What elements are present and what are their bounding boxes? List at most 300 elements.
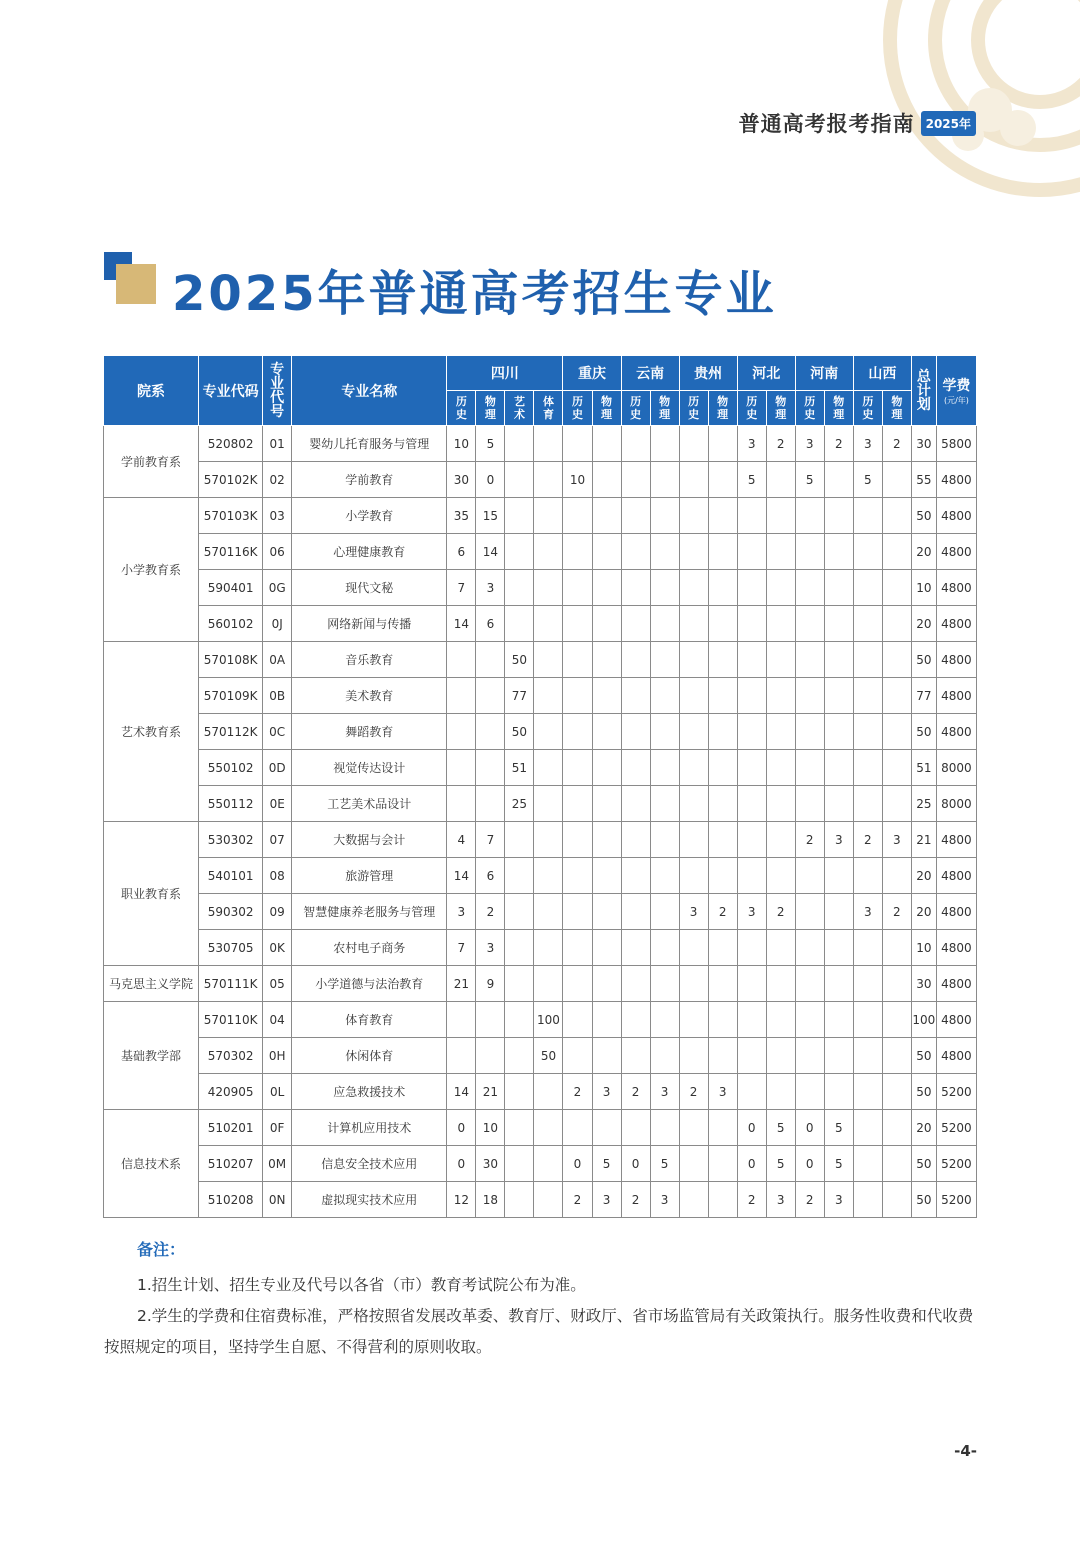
quota-cell (824, 570, 853, 606)
major-name-cell: 农村电子商务 (292, 930, 447, 966)
quota-cell: 51 (505, 750, 534, 786)
major-num-cell: 0C (263, 714, 292, 750)
quota-cell: 5 (824, 1146, 853, 1182)
quota-cell (853, 750, 882, 786)
major-name-cell: 现代文秘 (292, 570, 447, 606)
department-cell: 小学教育系 (104, 498, 199, 642)
major-code-cell: 590401 (199, 570, 263, 606)
quota-cell (795, 1002, 824, 1038)
quota-cell: 2 (621, 1182, 650, 1218)
quota-cell (766, 750, 795, 786)
quota-cell (563, 606, 592, 642)
quota-cell (534, 966, 563, 1002)
quota-cell (621, 894, 650, 930)
quota-cell (592, 462, 621, 498)
fee-cell: 5200 (936, 1074, 976, 1110)
quota-cell (708, 858, 737, 894)
quota-cell (650, 750, 679, 786)
quota-cell (824, 966, 853, 1002)
quota-cell: 0 (795, 1110, 824, 1146)
quota-cell: 4 (447, 822, 476, 858)
total-cell: 50 (911, 1182, 936, 1218)
quota-cell (708, 498, 737, 534)
quota-cell (824, 678, 853, 714)
page-title: 2025年普通高考招生专业 (172, 266, 777, 322)
quota-cell (447, 1002, 476, 1038)
quota-cell (563, 966, 592, 1002)
major-code-cell: 530705 (199, 930, 263, 966)
total-cell: 20 (911, 894, 936, 930)
quota-cell (708, 534, 737, 570)
major-name-cell: 音乐教育 (292, 642, 447, 678)
subject-header: 物 理 (824, 391, 853, 426)
quota-cell (766, 606, 795, 642)
quota-cell: 0 (447, 1146, 476, 1182)
quota-cell: 2 (737, 1182, 766, 1218)
quota-cell (708, 678, 737, 714)
subject-header: 历 史 (563, 391, 592, 426)
quota-cell: 14 (447, 606, 476, 642)
quota-cell: 10 (563, 462, 592, 498)
quota-cell (882, 1002, 911, 1038)
quota-cell (563, 786, 592, 822)
quota-cell: 3 (592, 1074, 621, 1110)
quota-cell (505, 894, 534, 930)
quota-cell (882, 1146, 911, 1182)
total-cell: 77 (911, 678, 936, 714)
quota-cell (476, 786, 505, 822)
quota-cell (563, 858, 592, 894)
quota-cell (650, 426, 679, 462)
table-row (104, 786, 977, 822)
quota-cell: 2 (563, 1074, 592, 1110)
quota-cell (708, 570, 737, 606)
total-cell: 50 (911, 1074, 936, 1110)
quota-cell (795, 930, 824, 966)
quota-cell (476, 678, 505, 714)
quota-cell (505, 1146, 534, 1182)
quota-cell: 50 (534, 1038, 563, 1074)
quota-cell (853, 1074, 882, 1110)
quota-cell (795, 714, 824, 750)
quota-cell (650, 858, 679, 894)
table-row (104, 606, 977, 642)
quota-cell (650, 498, 679, 534)
quota-cell (650, 570, 679, 606)
major-name-cell: 计算机应用技术 (292, 1110, 447, 1146)
quota-cell (534, 930, 563, 966)
quota-cell (534, 714, 563, 750)
quota-cell (766, 498, 795, 534)
quota-cell: 2 (621, 1074, 650, 1110)
quota-cell (534, 534, 563, 570)
table-row (104, 570, 977, 606)
quota-cell (534, 1146, 563, 1182)
quota-cell (795, 606, 824, 642)
quota-cell (882, 1182, 911, 1218)
quota-cell (621, 930, 650, 966)
table-row (104, 1002, 977, 1038)
quota-cell (795, 1038, 824, 1074)
major-code-cell: 570102K (199, 462, 263, 498)
major-num-cell: 0J (263, 606, 292, 642)
quota-cell (795, 858, 824, 894)
major-name-cell: 体育教育 (292, 1002, 447, 1038)
quota-cell (534, 606, 563, 642)
fee-cell: 4800 (936, 498, 976, 534)
quota-cell (882, 1038, 911, 1074)
quota-cell (708, 642, 737, 678)
major-num-cell: 04 (263, 1002, 292, 1038)
quota-cell (592, 642, 621, 678)
total-cell: 10 (911, 930, 936, 966)
major-name-cell: 工艺美术品设计 (292, 786, 447, 822)
quota-cell (766, 642, 795, 678)
quota-cell (563, 642, 592, 678)
table-row (104, 426, 977, 462)
quota-cell (737, 966, 766, 1002)
quota-cell (650, 822, 679, 858)
quota-cell (679, 858, 708, 894)
quota-cell (766, 822, 795, 858)
major-name-cell: 大数据与会计 (292, 822, 447, 858)
major-num-cell: 07 (263, 822, 292, 858)
table-row (104, 678, 977, 714)
total-cell: 20 (911, 606, 936, 642)
fee-cell: 4800 (936, 930, 976, 966)
quota-cell (621, 678, 650, 714)
quota-cell (737, 1002, 766, 1038)
guide-header (739, 108, 976, 138)
province-header: 贵州 (679, 356, 737, 391)
quota-cell (853, 642, 882, 678)
quota-cell (563, 534, 592, 570)
quota-cell (505, 858, 534, 894)
quota-cell: 5 (737, 462, 766, 498)
quota-cell: 5 (650, 1146, 679, 1182)
major-num-cell: 0A (263, 642, 292, 678)
quota-cell (882, 1110, 911, 1146)
major-name-cell: 小学道德与法治教育 (292, 966, 447, 1002)
quota-cell (563, 426, 592, 462)
fee-cell: 8000 (936, 750, 976, 786)
major-name-cell: 休闲体育 (292, 1038, 447, 1074)
quota-cell (534, 1110, 563, 1146)
quota-cell: 50 (505, 714, 534, 750)
subject-header: 历 史 (795, 391, 824, 426)
quota-cell (824, 462, 853, 498)
quota-cell: 14 (447, 1074, 476, 1110)
quota-cell: 2 (853, 822, 882, 858)
fee-cell: 4800 (936, 894, 976, 930)
quota-cell (650, 1038, 679, 1074)
quota-cell (853, 786, 882, 822)
quota-cell (650, 894, 679, 930)
major-name-cell: 智慧健康养老服务与管理 (292, 894, 447, 930)
major-code-cell: 590302 (199, 894, 263, 930)
quota-cell (447, 750, 476, 786)
department-cell: 艺术教育系 (104, 642, 199, 822)
enrollment-plan-table (103, 355, 977, 1218)
total-cell: 55 (911, 462, 936, 498)
quota-cell: 5 (853, 462, 882, 498)
subject-header: 物 理 (592, 391, 621, 426)
quota-cell (679, 678, 708, 714)
quota-cell (679, 930, 708, 966)
quota-cell (708, 1002, 737, 1038)
quota-cell: 2 (824, 426, 853, 462)
quota-cell: 3 (650, 1182, 679, 1218)
major-code-cell: 510201 (199, 1110, 263, 1146)
department-cell: 基础教学部 (104, 1002, 199, 1110)
quota-cell (882, 678, 911, 714)
quota-cell (708, 1146, 737, 1182)
quota-cell (824, 714, 853, 750)
quota-cell (592, 714, 621, 750)
fee-cell: 4800 (936, 606, 976, 642)
quota-cell: 3 (824, 1182, 853, 1218)
quota-cell: 30 (447, 462, 476, 498)
major-code-cell: 570302 (199, 1038, 263, 1074)
quota-cell (476, 1002, 505, 1038)
quota-cell (592, 966, 621, 1002)
quota-cell (853, 930, 882, 966)
subject-header: 物 理 (708, 391, 737, 426)
quota-cell (795, 678, 824, 714)
quota-cell (505, 1182, 534, 1218)
total-cell: 50 (911, 714, 936, 750)
total-cell: 50 (911, 498, 936, 534)
quota-cell (737, 642, 766, 678)
total-cell: 51 (911, 750, 936, 786)
quota-cell: 3 (853, 894, 882, 930)
table-row (104, 1038, 977, 1074)
quota-cell (650, 462, 679, 498)
quota-cell (766, 678, 795, 714)
notes-section (104, 1238, 978, 1363)
quota-cell (882, 930, 911, 966)
quota-cell (447, 642, 476, 678)
fee-cell: 5200 (936, 1146, 976, 1182)
quota-cell: 3 (737, 894, 766, 930)
quota-cell (737, 858, 766, 894)
total-cell: 20 (911, 1110, 936, 1146)
major-code-cell: 540101 (199, 858, 263, 894)
quota-cell (650, 786, 679, 822)
quota-cell: 2 (795, 822, 824, 858)
table-row (104, 930, 977, 966)
quota-cell (505, 1002, 534, 1038)
quota-cell (679, 714, 708, 750)
quota-cell (592, 1038, 621, 1074)
quota-cell (592, 1110, 621, 1146)
major-code-cell: 560102 (199, 606, 263, 642)
table-row (104, 534, 977, 570)
quota-cell (737, 1074, 766, 1110)
quota-cell (679, 642, 708, 678)
col-header-code: 专业代码 (199, 356, 263, 426)
fee-cell: 4800 (936, 966, 976, 1002)
province-header: 河南 (795, 356, 853, 391)
total-cell: 30 (911, 966, 936, 1002)
department-cell: 信息技术系 (104, 1110, 199, 1218)
quota-cell (621, 462, 650, 498)
major-name-cell: 旅游管理 (292, 858, 447, 894)
quota-cell (621, 426, 650, 462)
quota-cell: 14 (447, 858, 476, 894)
major-name-cell: 应急救援技术 (292, 1074, 447, 1110)
table-row (104, 1182, 977, 1218)
subject-header: 物 理 (766, 391, 795, 426)
quota-cell: 0 (563, 1146, 592, 1182)
quota-cell (650, 966, 679, 1002)
quota-cell (882, 714, 911, 750)
subject-header: 物 理 (650, 391, 679, 426)
quota-cell (795, 894, 824, 930)
fee-cell: 4800 (936, 678, 976, 714)
quota-cell (882, 1074, 911, 1110)
quota-cell (476, 750, 505, 786)
quota-cell (853, 858, 882, 894)
quota-cell (563, 894, 592, 930)
quota-cell (534, 498, 563, 534)
quota-cell: 3 (766, 1182, 795, 1218)
quota-cell (795, 966, 824, 1002)
province-header: 四川 (447, 356, 563, 391)
note-item-2: 2.学生的学费和住宿费标准，严格按照省发展改革委、教育厅、财政厅、省市场监管局有关政策执行。服务性收费和代收费按照规定的项目，坚持学生自愿、不得营利的原则收取。 (104, 1307, 974, 1356)
quota-cell (882, 966, 911, 1002)
quota-cell: 5 (592, 1146, 621, 1182)
major-code-cell: 570103K (199, 498, 263, 534)
quota-cell (853, 498, 882, 534)
quota-cell (824, 930, 853, 966)
quota-cell (737, 606, 766, 642)
quota-cell (795, 570, 824, 606)
fee-cell: 5200 (936, 1110, 976, 1146)
table-header (104, 356, 977, 426)
total-cell: 21 (911, 822, 936, 858)
guide-title: 普通高考报考指南 (738, 112, 915, 136)
major-name-cell: 美术教育 (292, 678, 447, 714)
quota-cell (621, 570, 650, 606)
quota-cell (592, 498, 621, 534)
quota-cell (679, 570, 708, 606)
quota-cell (592, 894, 621, 930)
major-num-cell: 0M (263, 1146, 292, 1182)
quota-cell (592, 1002, 621, 1038)
quota-cell (505, 462, 534, 498)
major-code-cell: 570116K (199, 534, 263, 570)
quota-cell (650, 534, 679, 570)
quota-cell (795, 1074, 824, 1110)
table-row (104, 714, 977, 750)
quota-cell (563, 930, 592, 966)
col-header-dept: 院系 (104, 356, 199, 426)
fee-cell: 4800 (936, 642, 976, 678)
quota-cell: 25 (505, 786, 534, 822)
province-header: 河北 (737, 356, 795, 391)
fee-cell: 4800 (936, 1038, 976, 1074)
quota-cell: 5 (824, 1110, 853, 1146)
quota-cell: 2 (476, 894, 505, 930)
major-num-cell: 03 (263, 498, 292, 534)
col-header-name: 专业名称 (292, 356, 447, 426)
subject-header: 艺 术 (505, 391, 534, 426)
major-code-cell: 570110K (199, 1002, 263, 1038)
quota-cell (534, 1074, 563, 1110)
quota-cell (679, 966, 708, 1002)
quota-cell: 6 (476, 858, 505, 894)
quota-cell (708, 1182, 737, 1218)
major-code-cell: 570108K (199, 642, 263, 678)
quota-cell: 3 (476, 570, 505, 606)
total-cell: 100 (911, 1002, 936, 1038)
quota-cell (447, 786, 476, 822)
fee-cell: 5800 (936, 426, 976, 462)
quota-cell (621, 642, 650, 678)
quota-cell: 0 (621, 1146, 650, 1182)
quota-cell (766, 570, 795, 606)
quota-cell (824, 534, 853, 570)
table-row (104, 822, 977, 858)
quota-cell (534, 1182, 563, 1218)
quota-cell (737, 750, 766, 786)
quota-cell: 100 (534, 1002, 563, 1038)
quota-cell: 7 (447, 930, 476, 966)
quota-cell (505, 966, 534, 1002)
quota-cell (853, 966, 882, 1002)
quota-cell (853, 1038, 882, 1074)
quota-cell (708, 822, 737, 858)
quota-cell (824, 786, 853, 822)
total-cell: 30 (911, 426, 936, 462)
quota-cell (766, 534, 795, 570)
quota-cell (882, 570, 911, 606)
department-cell: 职业教育系 (104, 822, 199, 966)
quota-cell (824, 1038, 853, 1074)
quota-cell (766, 966, 795, 1002)
subject-header: 体 育 (534, 391, 563, 426)
quota-cell (563, 498, 592, 534)
title-decoration (104, 252, 156, 304)
quota-cell (621, 1110, 650, 1146)
quota-cell (766, 858, 795, 894)
quota-cell (795, 498, 824, 534)
quota-cell (534, 642, 563, 678)
province-header: 重庆 (563, 356, 621, 391)
quota-cell (563, 570, 592, 606)
fee-cell: 4800 (936, 714, 976, 750)
major-code-cell: 550112 (199, 786, 263, 822)
quota-cell: 0 (476, 462, 505, 498)
quota-cell: 2 (708, 894, 737, 930)
quota-cell (592, 606, 621, 642)
quota-cell: 50 (505, 642, 534, 678)
quota-cell (824, 498, 853, 534)
quota-cell (679, 750, 708, 786)
quota-cell: 35 (447, 498, 476, 534)
major-num-cell: 0G (263, 570, 292, 606)
quota-cell (853, 714, 882, 750)
quota-cell (650, 606, 679, 642)
quota-cell (737, 714, 766, 750)
quota-cell (679, 534, 708, 570)
quota-cell: 21 (447, 966, 476, 1002)
quota-cell: 0 (795, 1146, 824, 1182)
quota-cell (505, 570, 534, 606)
quota-cell: 5 (476, 426, 505, 462)
quota-cell: 9 (476, 966, 505, 1002)
